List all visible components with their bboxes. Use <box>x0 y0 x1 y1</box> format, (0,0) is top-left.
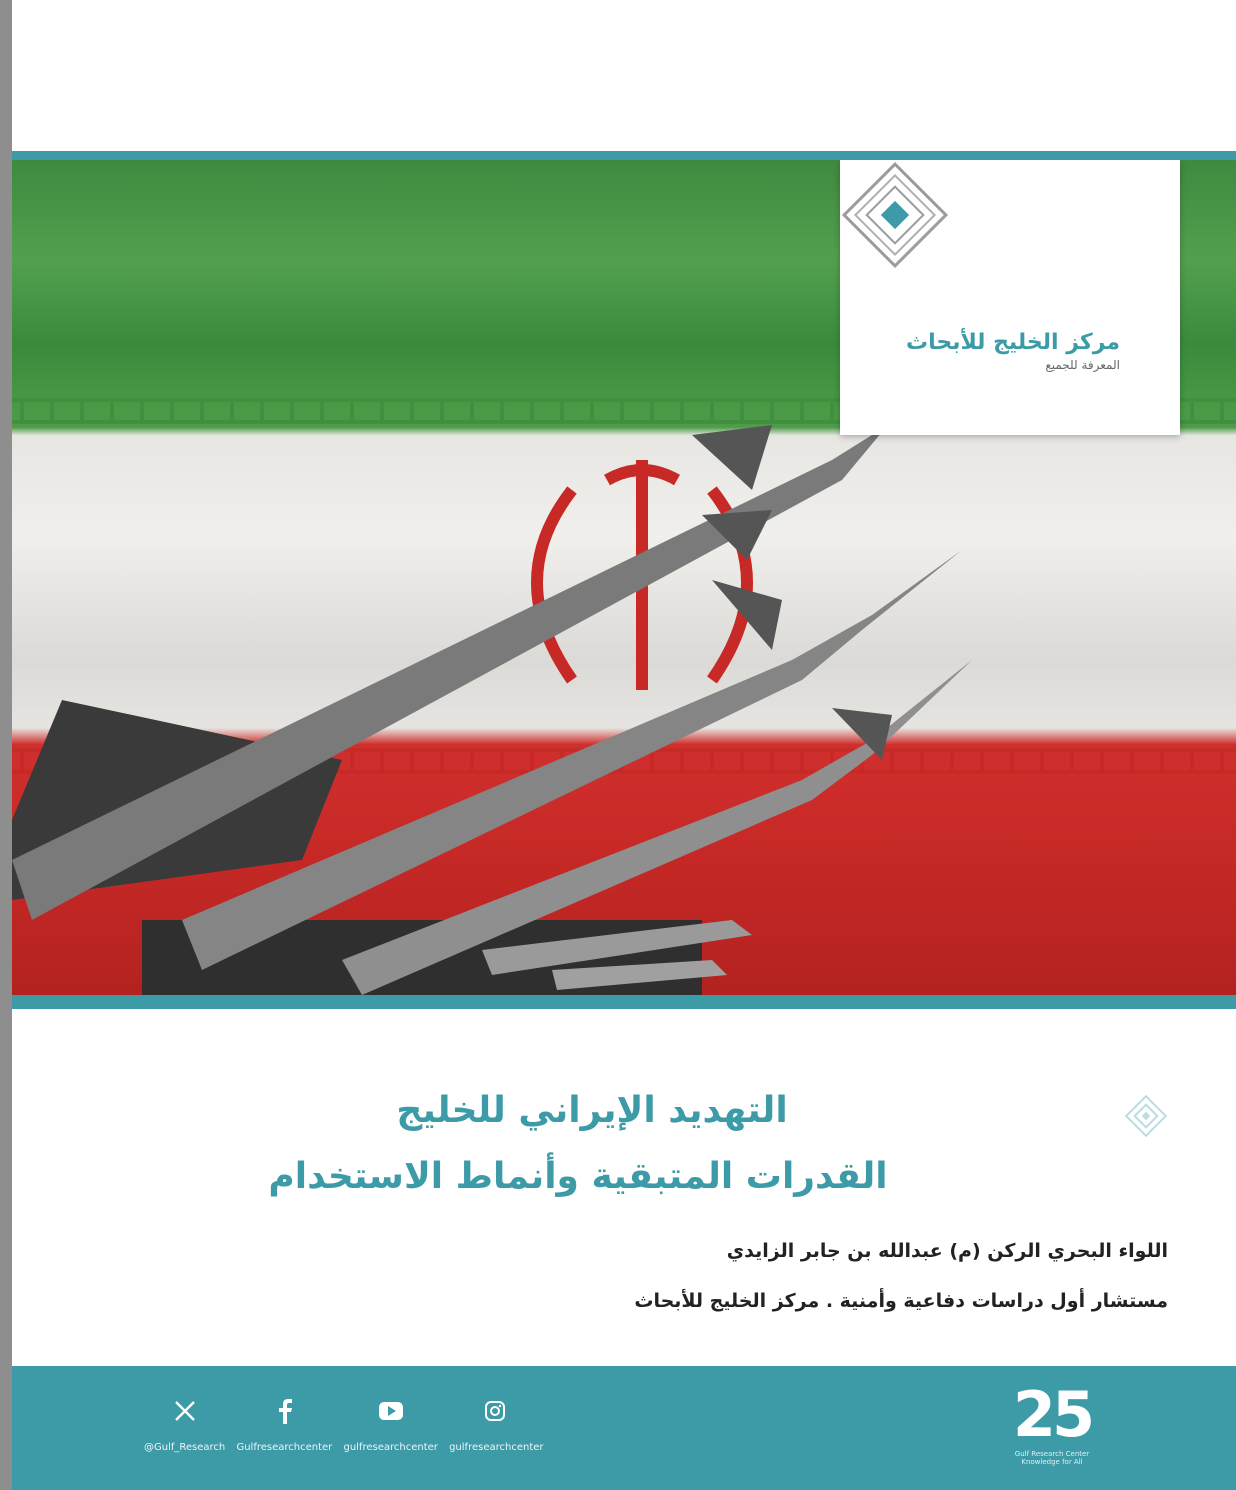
page-edge <box>0 0 12 1490</box>
report-title-line-2: القدرات المتبقية وأنماط الاستخدام <box>268 1156 888 1197</box>
anniversary-badge <box>1002 1378 1102 1474</box>
logo-tagline: المعرفة للجميع <box>1045 358 1120 372</box>
badge-name-text: Gulf Research Center <box>1014 1450 1090 1458</box>
youtube-icon[interactable] <box>376 1396 406 1426</box>
cover-image <box>12 160 1236 995</box>
report-title-line-1: التهديد الإيراني للخليج <box>396 1090 788 1131</box>
diamond-ornament-icon <box>1124 1094 1168 1138</box>
footer-bar <box>12 1366 1236 1490</box>
badge-tagline: Knowledge for All <box>1021 1458 1083 1466</box>
handle-x[interactable]: @Gulf_Research <box>144 1442 226 1453</box>
handle-facebook[interactable]: Gulfresearchcenter <box>236 1442 333 1453</box>
author-role: مستشار أول دراسات دفاعية وأمنية . مركز الخليج للأبحاث <box>634 1290 1168 1312</box>
author-name: اللواء البحري الركن (م) عبدالله بن جابر الزايدي <box>726 1240 1168 1262</box>
facebook-icon[interactable] <box>270 1396 300 1426</box>
gulf-research-logo-icon <box>840 160 950 270</box>
x-icon[interactable] <box>170 1396 200 1426</box>
badge-number: 25 <box>1012 1378 1092 1451</box>
logo-title: مركز الخليج للأبحاث <box>905 330 1120 355</box>
badge-name <box>1002 1450 1102 1466</box>
logo-card <box>840 160 1180 435</box>
handle-youtube[interactable]: gulfresearchcenter <box>343 1442 438 1453</box>
handle-instagram[interactable]: gulfresearchcenter <box>449 1442 544 1453</box>
instagram-icon[interactable] <box>480 1396 510 1426</box>
social-handles <box>144 1442 552 1453</box>
